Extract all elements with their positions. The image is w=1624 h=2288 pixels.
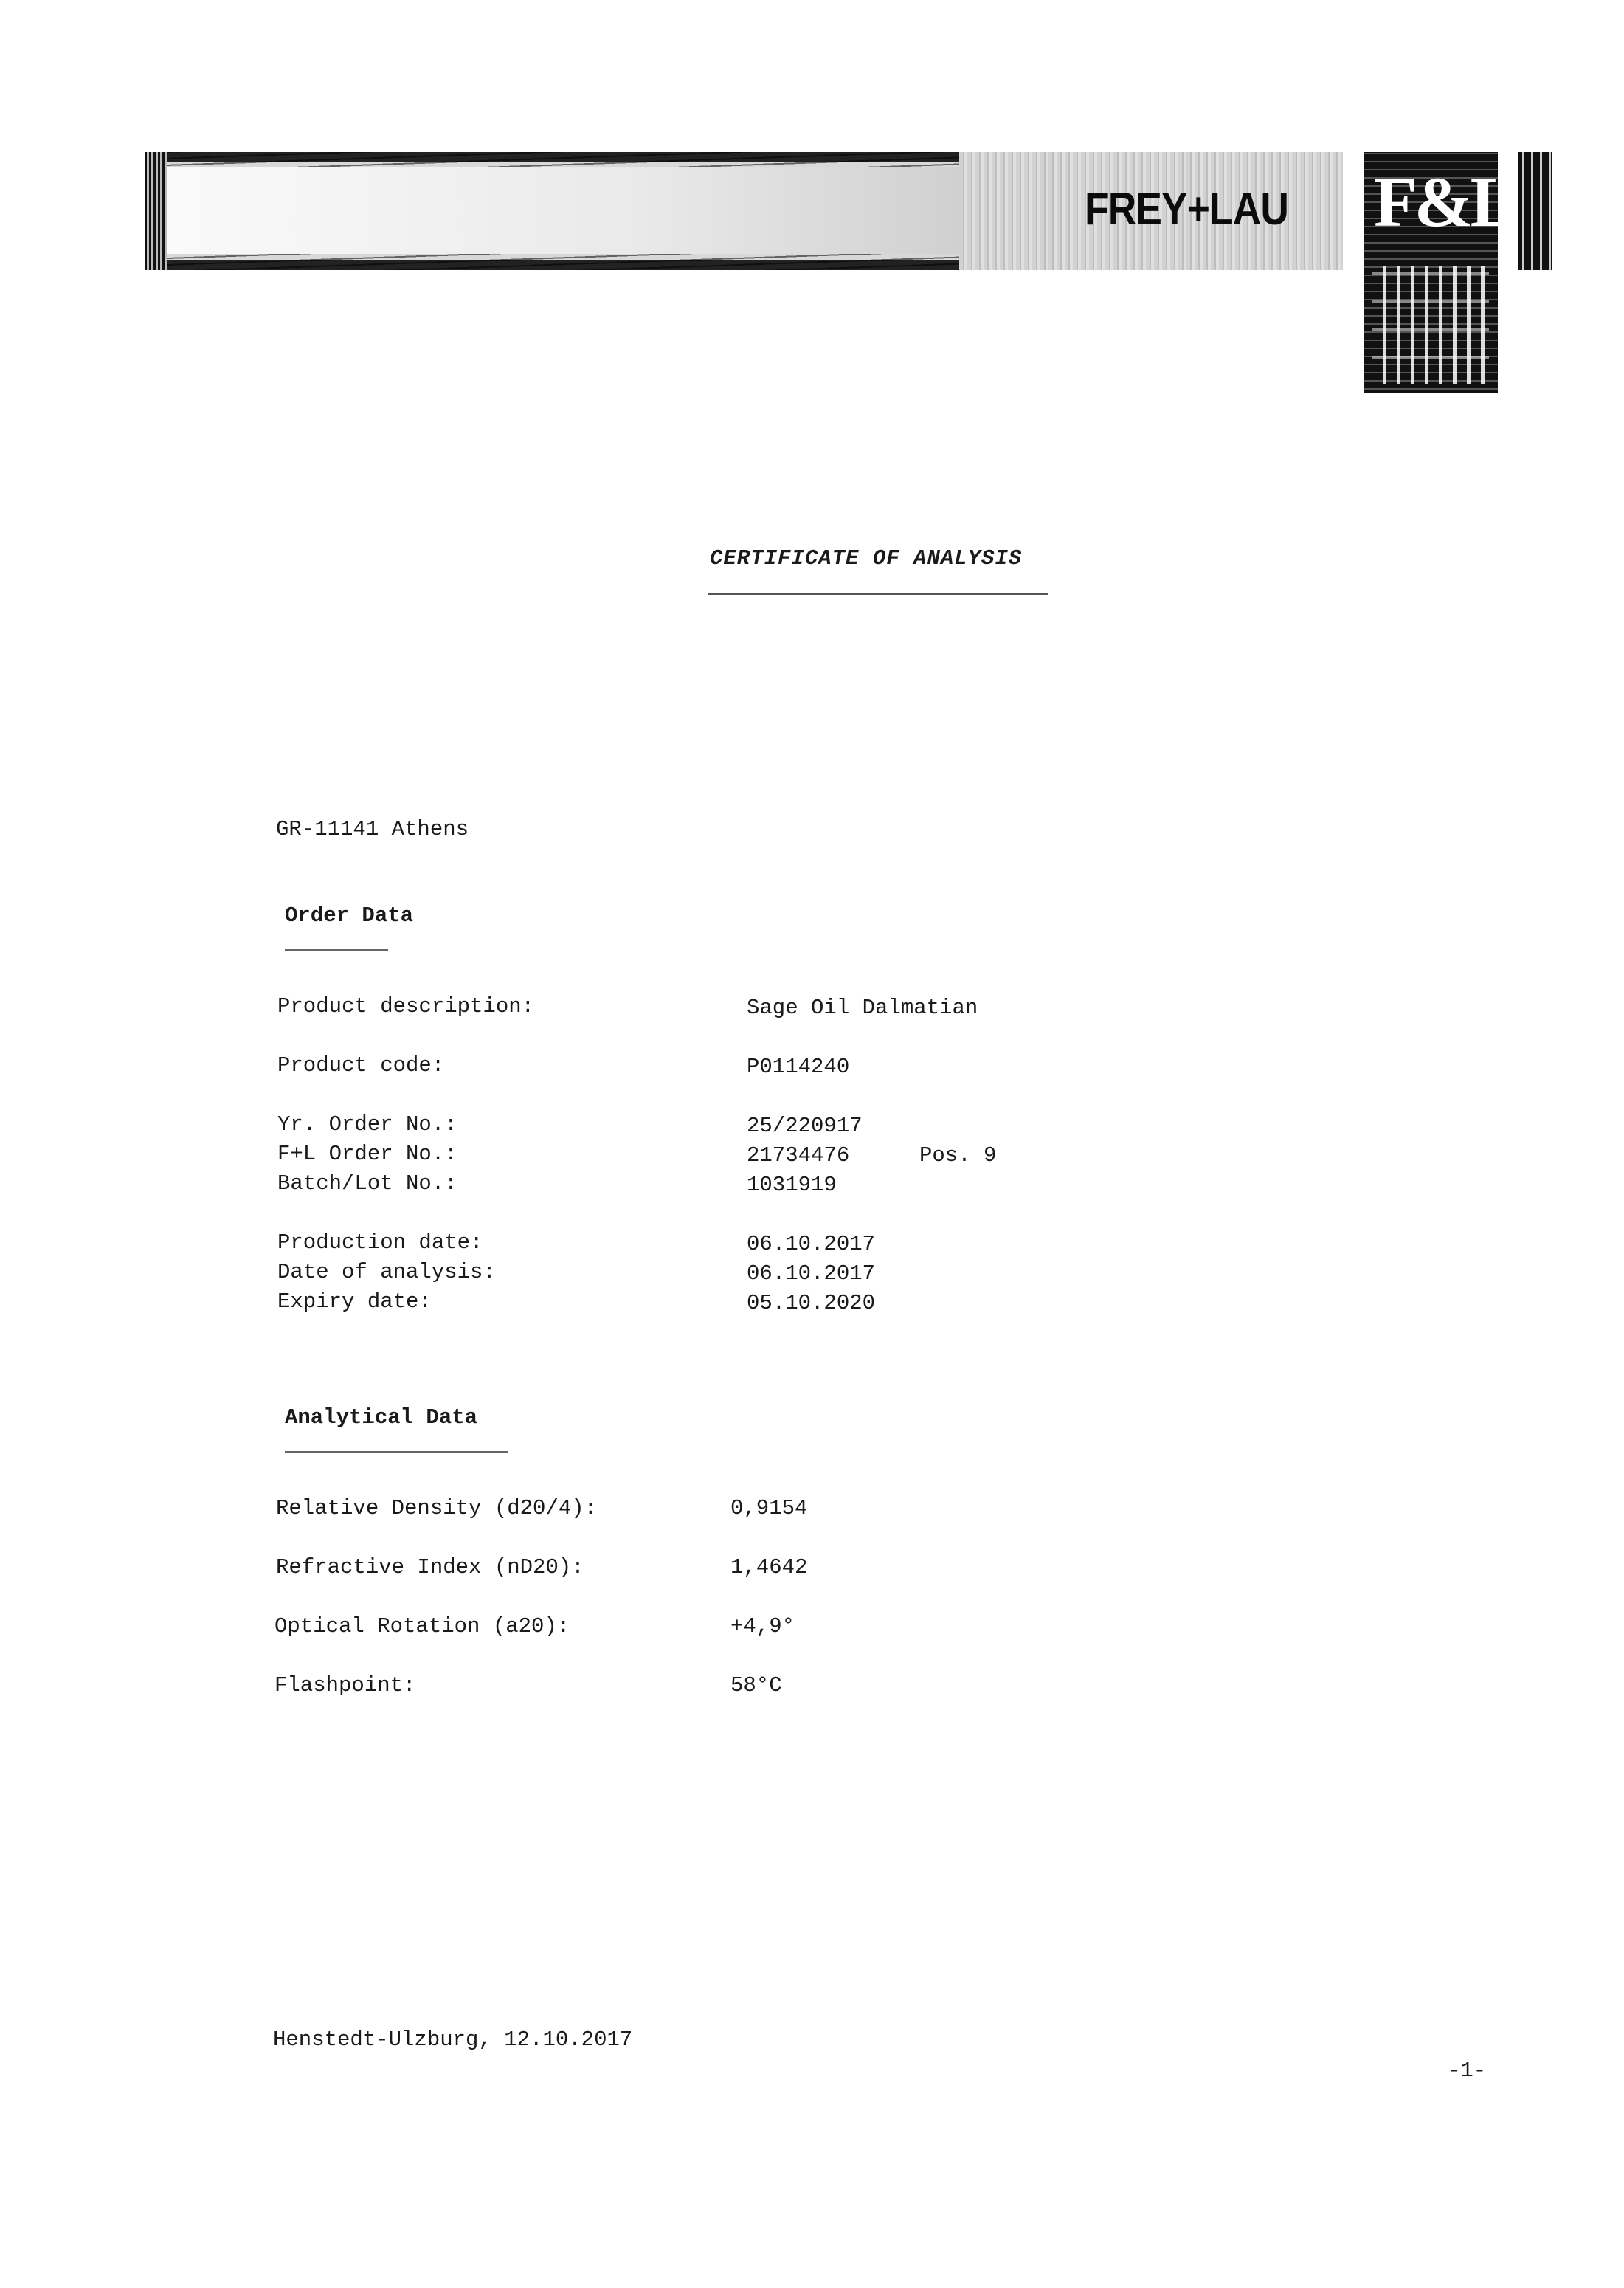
label-production-date: Production date: xyxy=(277,1230,483,1255)
company-name: FREY+LAU xyxy=(1085,184,1289,235)
value-production-date: 06.10.2017 xyxy=(747,1232,876,1256)
value-date-of-analysis: 06.10.2017 xyxy=(747,1261,876,1286)
label-expiry-date: Expiry date: xyxy=(277,1289,432,1314)
value-batch-lot-no: 1031919 xyxy=(747,1173,837,1197)
value-product-description: Sage Oil Dalmatian xyxy=(747,996,978,1020)
value-fl-order-no: 21734476 xyxy=(747,1143,850,1168)
label-refractive-index: Refractive Index (nD20): xyxy=(276,1555,584,1579)
title-underline xyxy=(708,593,1048,595)
value-flashpoint: 58°C xyxy=(730,1673,782,1698)
recipient-address: GR-11141 Athens xyxy=(276,817,469,841)
analytical-data-underline xyxy=(285,1451,508,1453)
value-expiry-date: 05.10.2020 xyxy=(747,1291,876,1315)
value-product-code: P0114240 xyxy=(747,1055,850,1079)
logo-pattern xyxy=(1372,266,1489,384)
value-refractive-index: 1,4642 xyxy=(730,1555,808,1579)
label-yr-order-no: Yr. Order No.: xyxy=(277,1112,457,1137)
logo-monogram: F&L xyxy=(1374,162,1515,241)
value-relative-density: 0,9154 xyxy=(730,1496,808,1520)
label-batch-lot-no: Batch/Lot No.: xyxy=(277,1171,457,1196)
label-fl-order-no: F+L Order No.: xyxy=(277,1142,457,1166)
page-number: -1- xyxy=(1448,2058,1487,2083)
label-relative-density: Relative Density (d20/4): xyxy=(276,1496,598,1520)
label-date-of-analysis: Date of analysis: xyxy=(277,1260,496,1284)
document-title: CERTIFICATE OF ANALYSIS xyxy=(710,546,1023,571)
order-data-heading: Order Data xyxy=(285,903,414,928)
label-flashpoint: Flashpoint: xyxy=(274,1673,416,1698)
analytical-data-heading: Analytical Data xyxy=(285,1405,478,1430)
label-product-code: Product code: xyxy=(277,1053,445,1078)
value-yr-order-no: 25/220917 xyxy=(747,1114,863,1138)
label-product-description: Product description: xyxy=(277,994,535,1019)
letterhead-banner xyxy=(145,152,959,270)
banner-edge xyxy=(1518,152,1552,270)
value-optical-rotation: +4,9° xyxy=(730,1614,795,1639)
value-position: Pos. 9 xyxy=(919,1143,997,1168)
place-and-date: Henstedt-Ulzburg, 12.10.2017 xyxy=(273,2027,633,2052)
order-data-underline xyxy=(285,949,388,951)
label-optical-rotation: Optical Rotation (a20): xyxy=(274,1614,570,1639)
